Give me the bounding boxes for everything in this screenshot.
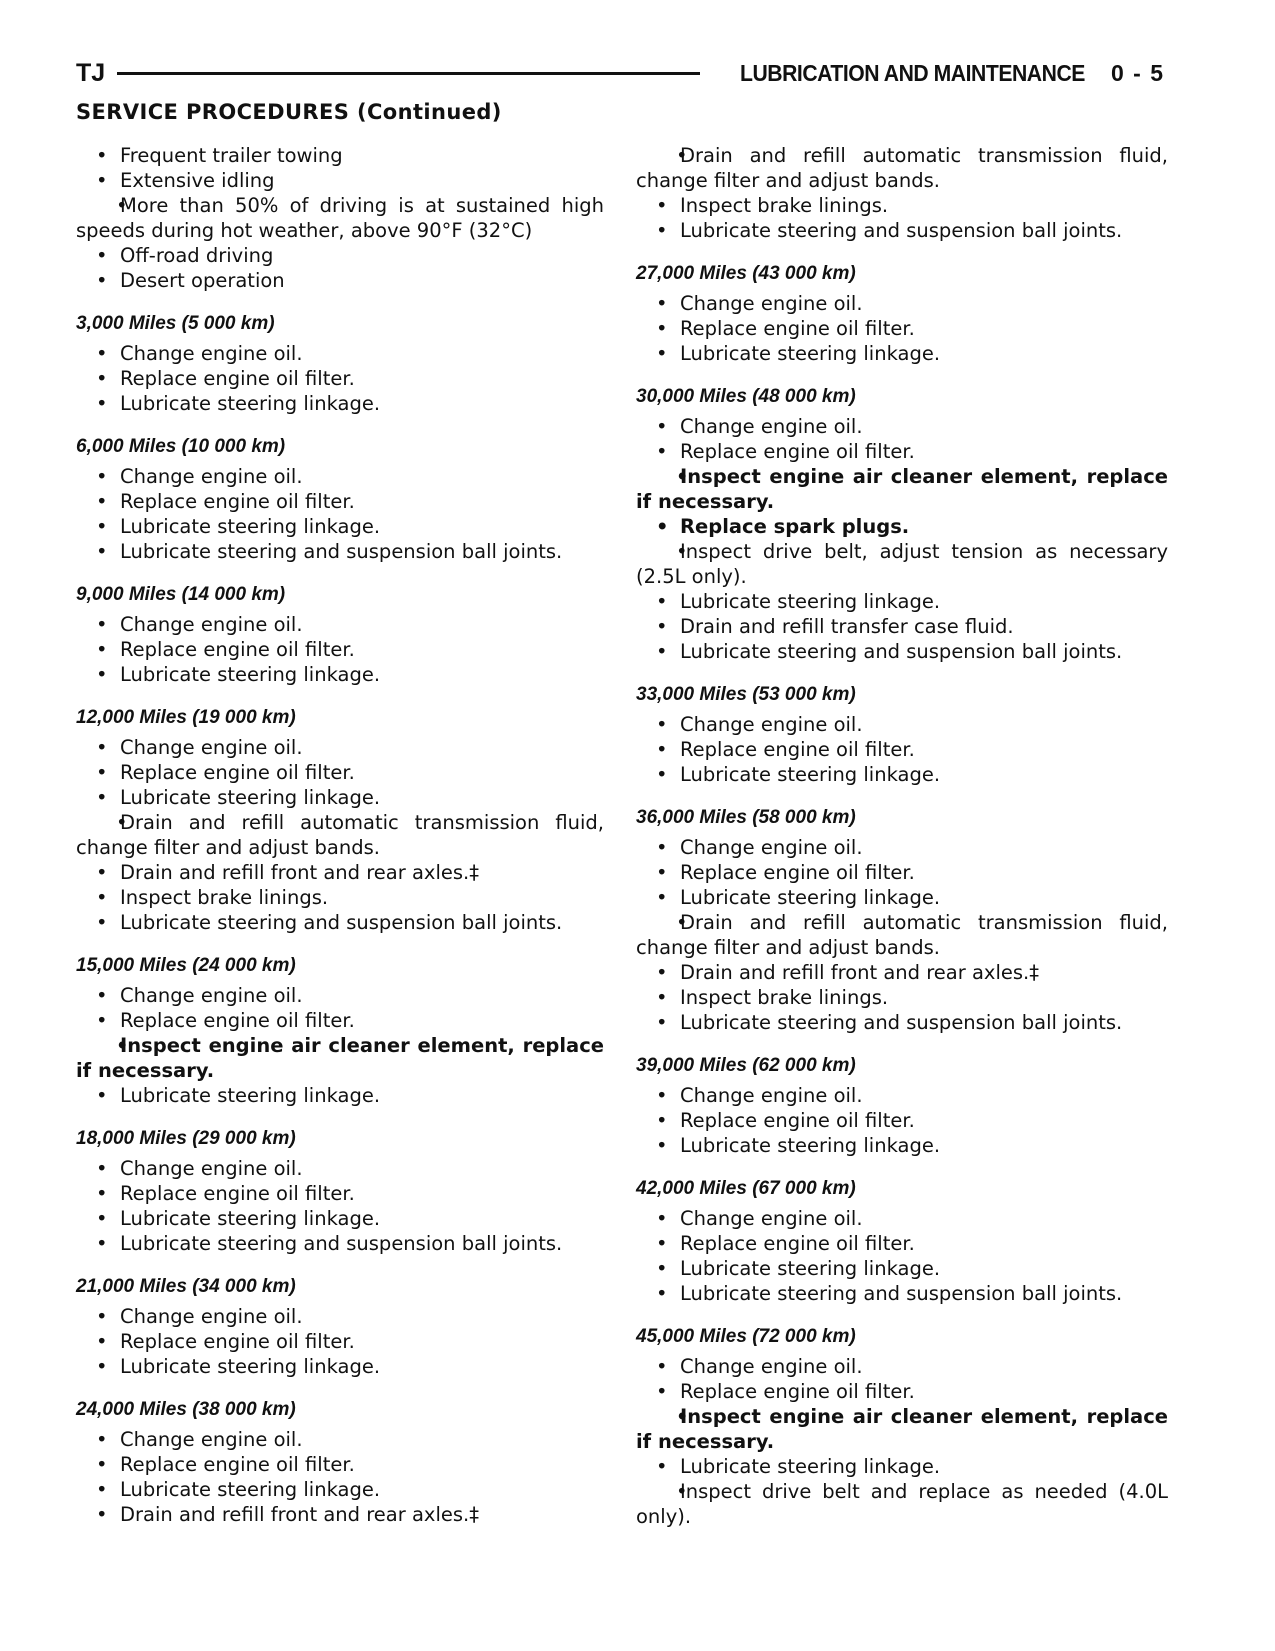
list-item: • Replace engine oil filter. xyxy=(636,860,1168,885)
list-item: • Drain and refill front and rear axles.‡ xyxy=(76,1502,604,1527)
interval-30000 xyxy=(636,385,1168,664)
interval-42000 xyxy=(636,1177,1168,1306)
list-item: • Replace engine oil filter. xyxy=(76,637,604,662)
list-item: • Replace engine oil filter. xyxy=(76,489,604,514)
interval-3000 xyxy=(76,312,604,416)
interval-39000 xyxy=(636,1054,1168,1158)
list-item: • Drain and refill automatic transmission fluid, change filter and adjust bands. xyxy=(76,810,604,860)
list-item: • Lubricate steering and suspension ball joints. xyxy=(76,539,604,564)
list-item: • Lubricate steering linkage. xyxy=(76,785,604,810)
list-item: • Lubricate steering and suspension ball joints. xyxy=(76,1231,604,1256)
list-item: • Lubricate steering linkage. xyxy=(636,341,1168,366)
list-item: • Change engine oil. xyxy=(636,1206,1168,1231)
list-item: • Drain and refill automatic transmission fluid, change filter and adjust bands. xyxy=(636,143,1168,193)
interval-heading: 42,000 Miles (67 000 km) xyxy=(636,1178,856,1199)
interval-heading: 6,000 Miles (10 000 km) xyxy=(76,436,286,457)
list-item: • Change engine oil. xyxy=(76,1304,604,1329)
list-item: • Inspect drive belt, adjust tension as necessary (2.5L only). xyxy=(636,539,1168,589)
list-item: • Change engine oil. xyxy=(76,1427,604,1452)
interval-heading: 12,000 Miles (19 000 km) xyxy=(76,707,296,728)
list-item: • Drain and refill front and rear axles.‡ xyxy=(76,860,604,885)
page-heading: SERVICE PROCEDURES (Continued) xyxy=(76,100,502,124)
interval-45000 xyxy=(636,1325,1168,1529)
list-item: • Change engine oil. xyxy=(76,464,604,489)
list-item: • Lubricate steering linkage. xyxy=(636,1454,1168,1479)
left-column xyxy=(76,143,604,1527)
list-item: • Off-road driving xyxy=(76,243,604,268)
list-item: • Inspect brake linings. xyxy=(636,193,1168,218)
list-item: • Replace engine oil filter. xyxy=(636,1231,1168,1256)
interval-heading: 30,000 Miles (48 000 km) xyxy=(636,386,856,407)
list-item: • Inspect brake linings. xyxy=(636,985,1168,1010)
interval-heading: 3,000 Miles (5 000 km) xyxy=(76,313,275,334)
list-item: • Drain and refill transfer case fluid. xyxy=(636,614,1168,639)
list-item: • Lubricate steering and suspension ball joints. xyxy=(636,1010,1168,1035)
list-item: • Lubricate steering linkage. xyxy=(636,1256,1168,1281)
list-item: • Lubricate steering linkage. xyxy=(636,589,1168,614)
list-item: • Replace engine oil filter. xyxy=(636,1108,1168,1133)
list-item: • Change engine oil. xyxy=(636,414,1168,439)
list-item: • More than 50% of driving is at sustained high speeds during hot weather, above 90°F (32°C) xyxy=(76,193,604,243)
list-item: • Frequent trailer towing xyxy=(76,143,604,168)
vehicle-model: TJ xyxy=(76,58,106,87)
list-item: • Drain and refill front and rear axles.‡ xyxy=(636,960,1168,985)
interval-27000 xyxy=(636,262,1168,366)
interval-33000 xyxy=(636,683,1168,787)
list-item: • Change engine oil. xyxy=(76,612,604,637)
list-item: • Replace engine oil filter. xyxy=(636,316,1168,341)
interval-heading: 21,000 Miles (34 000 km) xyxy=(76,1276,296,1297)
interval-heading: 33,000 Miles (53 000 km) xyxy=(636,684,856,705)
list-item: • Change engine oil. xyxy=(76,1156,604,1181)
list-item: • Drain and refill automatic transmission fluid, change filter and adjust bands. xyxy=(636,910,1168,960)
list-item: • Replace engine oil filter. xyxy=(76,366,604,391)
list-item: • Change engine oil. xyxy=(636,712,1168,737)
interval-9000 xyxy=(76,583,604,687)
interval-18000 xyxy=(76,1127,604,1256)
page-header xyxy=(76,56,1163,90)
list-item: • Lubricate steering linkage. xyxy=(636,762,1168,787)
right-column xyxy=(636,143,1168,1529)
list-item: • Desert operation xyxy=(76,268,604,293)
header-rule xyxy=(117,72,700,75)
interval-21000 xyxy=(76,1275,604,1379)
interval-heading: 24,000 Miles (38 000 km) xyxy=(76,1399,296,1420)
interval-heading: 15,000 Miles (24 000 km) xyxy=(76,955,296,976)
list-item: • Lubricate steering linkage. xyxy=(76,1354,604,1379)
list-item: • Lubricate steering linkage. xyxy=(76,1477,604,1502)
interval-heading: 18,000 Miles (29 000 km) xyxy=(76,1128,296,1149)
list-item: • Inspect brake linings. xyxy=(76,885,604,910)
list-item: • Lubricate steering and suspension ball joints. xyxy=(636,639,1168,664)
list-item: • Inspect drive belt and replace as needed (4.0L only). xyxy=(636,1479,1168,1529)
list-item: • Replace engine oil filter. xyxy=(636,1379,1168,1404)
list-item: • Inspect engine air cleaner element, replace if necessary. xyxy=(636,464,1168,514)
list-item: • Lubricate steering and suspension ball joints. xyxy=(636,1281,1168,1306)
list-item: • Lubricate steering linkage. xyxy=(76,391,604,416)
list-item: • Replace engine oil filter. xyxy=(76,1452,604,1477)
list-item: • Lubricate steering linkage. xyxy=(76,1083,604,1108)
list-item: • Lubricate steering and suspension ball joints. xyxy=(76,910,604,935)
list-item: • Change engine oil. xyxy=(636,1083,1168,1108)
interval-24000-continued xyxy=(636,143,1168,243)
interval-heading: 45,000 Miles (72 000 km) xyxy=(636,1326,856,1347)
list-item: • Lubricate steering linkage. xyxy=(76,514,604,539)
list-item: • Lubricate steering linkage. xyxy=(636,1133,1168,1158)
list-item: • Change engine oil. xyxy=(636,291,1168,316)
list-item: • Replace engine oil filter. xyxy=(76,1008,604,1033)
interval-24000 xyxy=(76,1398,604,1527)
section-title: LUBRICATION AND MAINTENANCE xyxy=(740,59,1085,86)
list-item: • Replace engine oil filter. xyxy=(636,439,1168,464)
interval-heading: 9,000 Miles (14 000 km) xyxy=(76,584,286,605)
list-item: • Inspect engine air cleaner element, replace if necessary. xyxy=(76,1033,604,1083)
list-item: • Lubricate steering and suspension ball joints. xyxy=(636,218,1168,243)
interval-heading: 27,000 Miles (43 000 km) xyxy=(636,263,856,284)
list-item: • Lubricate steering linkage. xyxy=(76,662,604,687)
list-item: • Extensive idling xyxy=(76,168,604,193)
list-item: • Change engine oil. xyxy=(636,835,1168,860)
list-item: • Replace engine oil filter. xyxy=(76,1181,604,1206)
interval-12000 xyxy=(76,706,604,935)
list-item: • Lubricate steering linkage. xyxy=(636,885,1168,910)
conditions-list xyxy=(76,143,604,293)
interval-36000 xyxy=(636,806,1168,1035)
list-item: • Replace spark plugs. xyxy=(636,514,1168,539)
interval-15000 xyxy=(76,954,604,1108)
interval-heading: 36,000 Miles (58 000 km) xyxy=(636,807,856,828)
interval-6000 xyxy=(76,435,604,564)
list-item: • Replace engine oil filter. xyxy=(76,1329,604,1354)
interval-heading: 39,000 Miles (62 000 km) xyxy=(636,1055,856,1076)
list-item: • Change engine oil. xyxy=(76,983,604,1008)
list-item: • Change engine oil. xyxy=(76,341,604,366)
list-item: • Replace engine oil filter. xyxy=(636,737,1168,762)
list-item: • Change engine oil. xyxy=(636,1354,1168,1379)
list-item: • Change engine oil. xyxy=(76,735,604,760)
list-item: • Replace engine oil filter. xyxy=(76,760,604,785)
page-number: 0 - 5 xyxy=(1110,59,1163,86)
list-item: • Lubricate steering linkage. xyxy=(76,1206,604,1231)
list-item: • Inspect engine air cleaner element, replace if necessary. xyxy=(636,1404,1168,1454)
